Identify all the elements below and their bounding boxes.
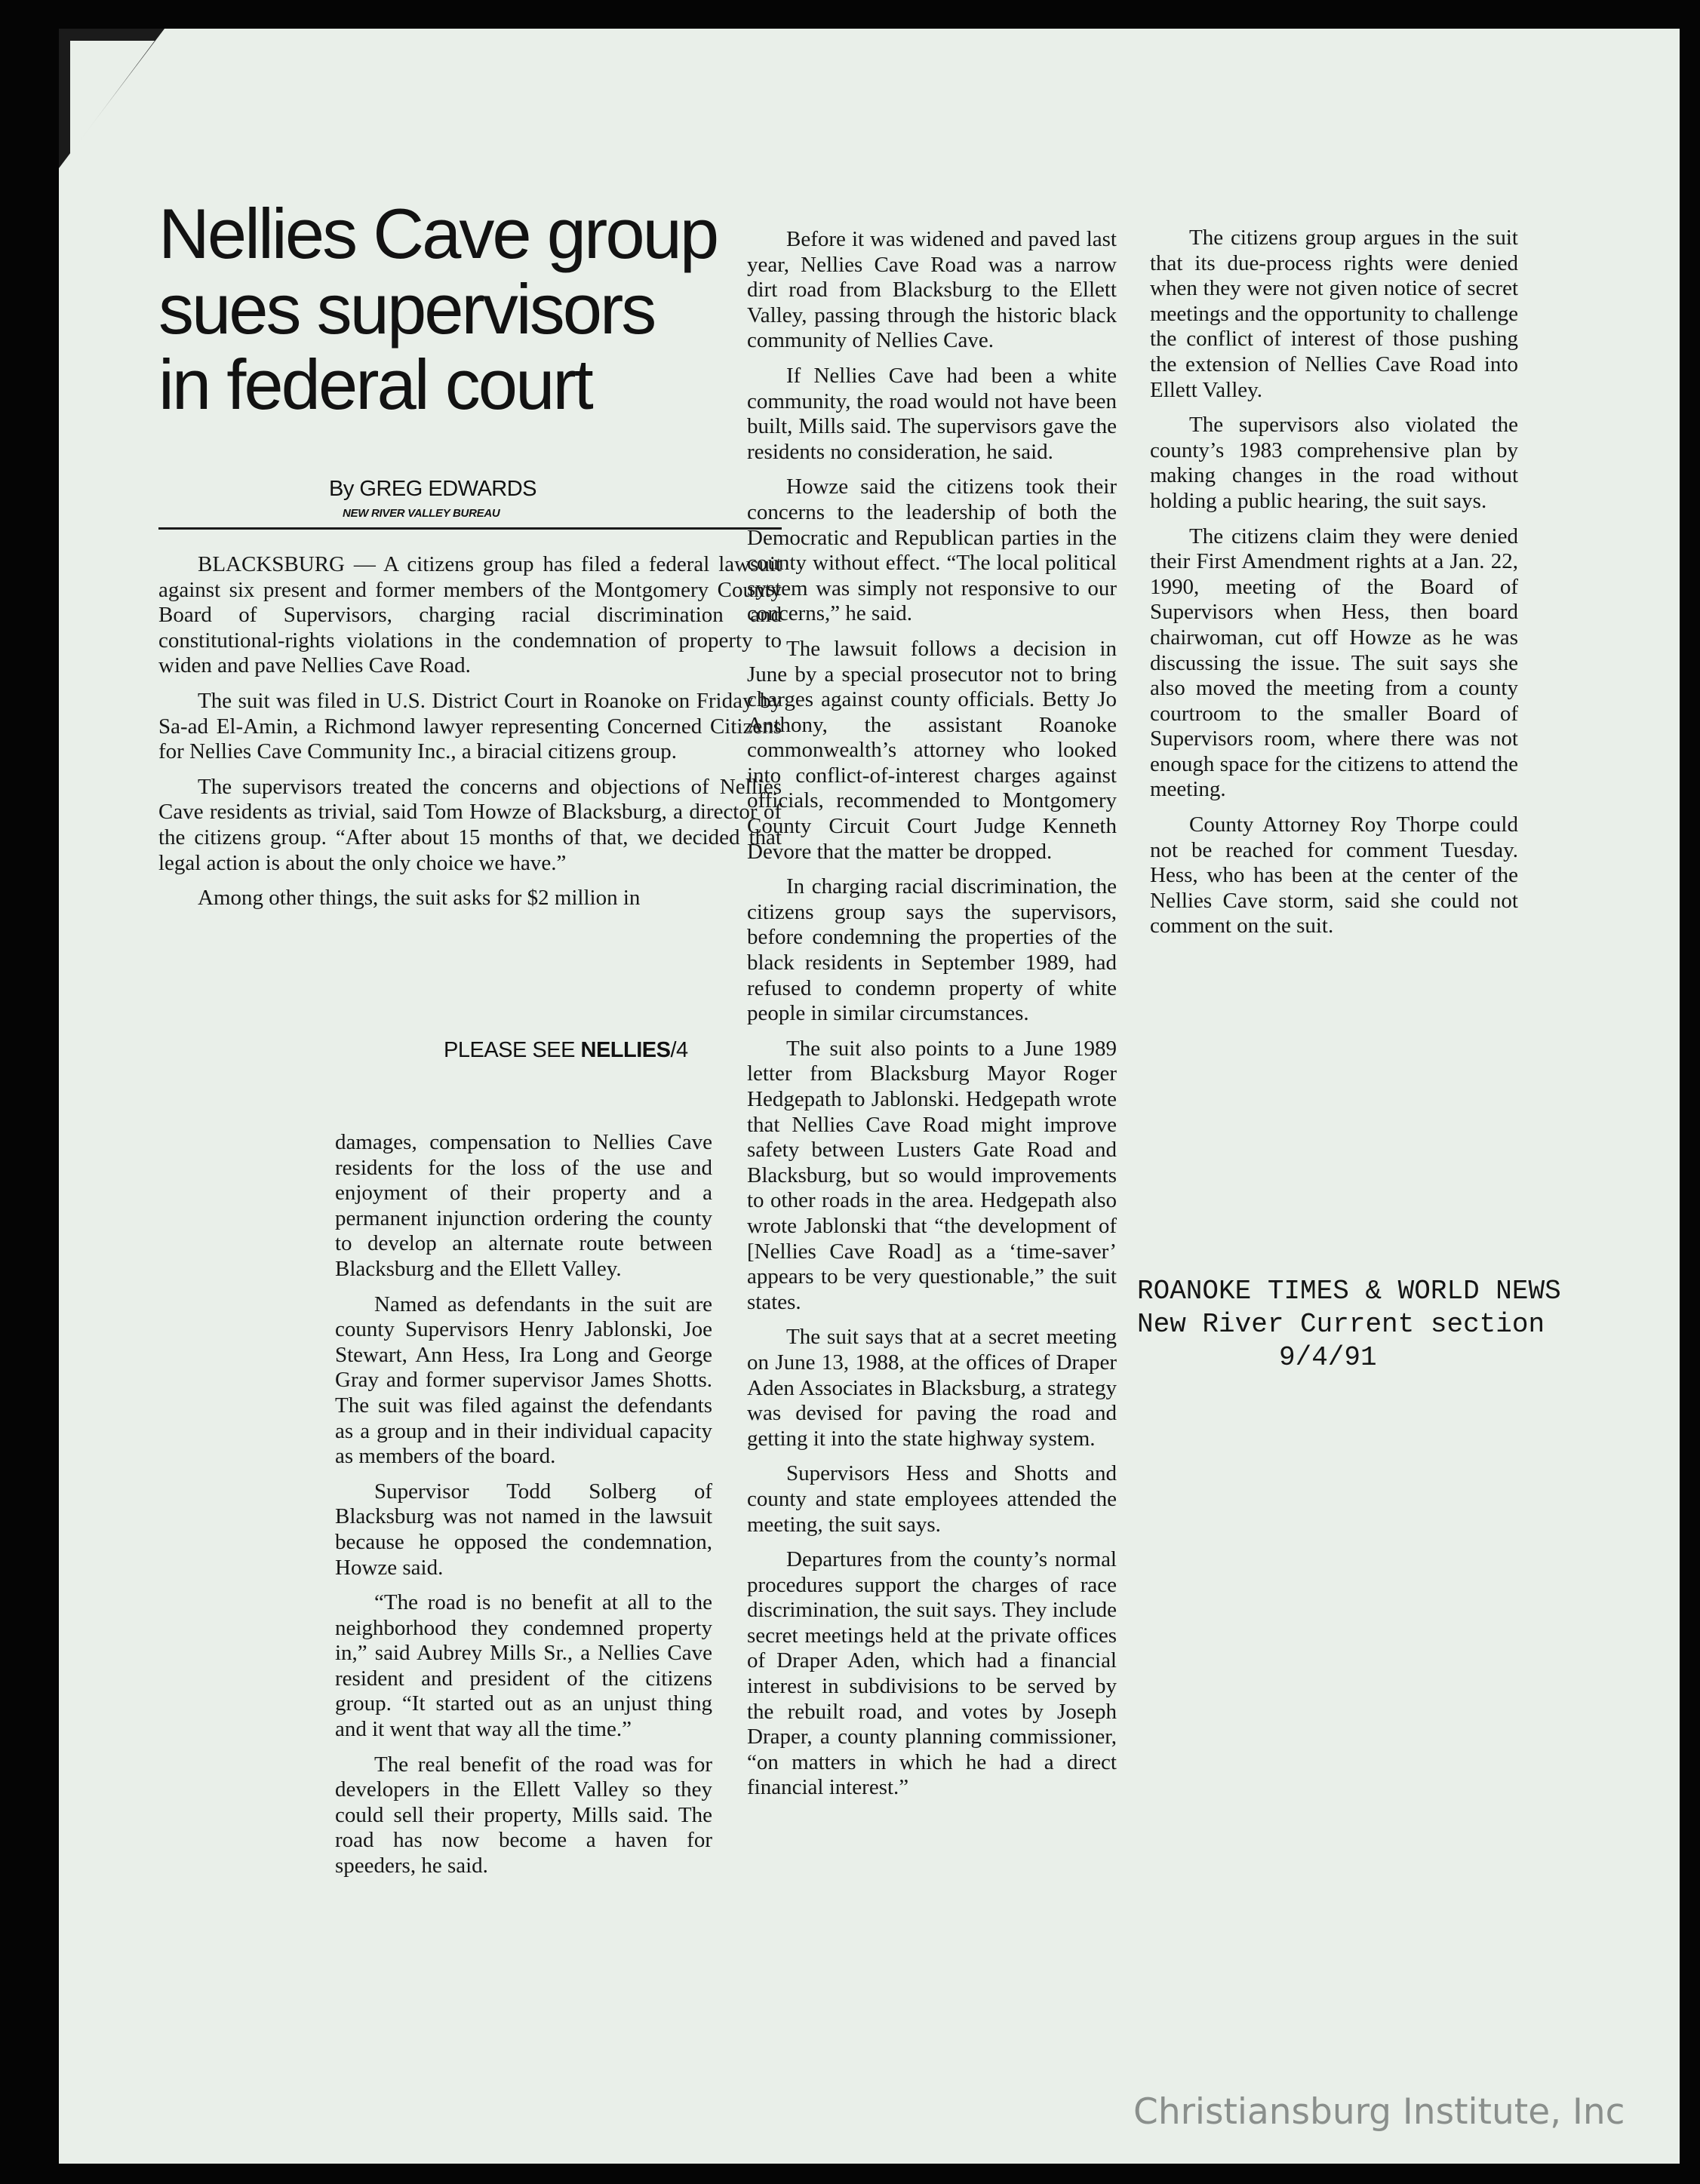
jump-page: /4	[670, 1038, 688, 1062]
folded-corner-inner	[70, 41, 155, 154]
source-publication: ROANOKE TIMES & WORLD NEWS	[1137, 1276, 1561, 1307]
paragraph: The suit was filed in U.S. District Court in Roanoke on Friday by Sa-ad El-Amin, a Richmond lawyer representing Concerned Citizens for Nellies Cave Community Inc., a biracial citizens group.	[158, 688, 782, 764]
paragraph: “The road is no benefit at all to the neighborhood they condemned property in,” said Aubrey Mills Sr., a Nellies Cave resident and president of the citizens group. “It started out as an unjust thing and it went that way all the time.”	[335, 1590, 712, 1742]
source-note	[1137, 1275, 1561, 1375]
lead-column	[158, 552, 782, 921]
newspaper-clipping	[59, 29, 1680, 2164]
paragraph: The citizens group argues in the suit that its due-process rights were denied when they were not given notice of secret meetings and the opportunity to challenge the conflict of interest of those pushing the extension of Nellies Cave Road into Ellett Valley.	[1150, 226, 1518, 402]
headline-line: in federal court	[158, 345, 592, 424]
middle-column	[747, 227, 1117, 1811]
paragraph: BLACKSBURG — A citizens group has filed a federal lawsuit against six present and former members of the Montgomery County Board of Supervisors, charging racial discrimination and constitutional-rights violations in the condemnation of property to widen and pave Nellies Cave Road.	[158, 552, 782, 678]
paragraph: County Attorney Roy Thorpe could not be reached for comment Tuesday. Hess, who has been at the center of the Nellies Cave storm, said she could not comment on the suit.	[1150, 812, 1518, 938]
jump-line	[444, 1038, 688, 1063]
paragraph: In charging racial discrimination, the citizens group says the supervisors, before condemning the properties of the black residents in September 1989, had refused to condemn property of white people in similar circumstances.	[747, 874, 1117, 1026]
paragraph: The real benefit of the road was for developers in the Ellett Valley so they could sell their property, Mills said. The road has now become a haven for speeders, he said.	[335, 1752, 712, 1878]
paragraph: Before it was widened and paved last year, Nellies Cave Road was a narrow dirt road from Blacksburg to the Ellett Valley, passing through the historic black community of Nellies Cave.	[747, 227, 1117, 353]
paragraph: Howze said the citizens took their concerns to the leadership of both the Democratic and Republican parties in the county without effect. “The local political system was simply not responsive to our concerns,” he said.	[747, 475, 1117, 626]
watermark: Christiansburg Institute, Inc	[1133, 2091, 1625, 2133]
paragraph: If Nellies Cave had been a white community, the road would not have been built, Mills said. The supervisors gave the residents no consideration, he said.	[747, 363, 1117, 464]
continued-column	[335, 1130, 712, 1889]
paragraph: The suit says that at a secret meeting on June 13, 1988, at the offices of Draper Aden Associates in Blacksburg, a strategy was devised for paving the road and getting it into the state highway system.	[747, 1325, 1117, 1451]
headline-line: sues supervisors	[158, 269, 655, 349]
paragraph: Supervisors Hess and Shotts and county and state employees attended the meeting, the suit says.	[747, 1461, 1117, 1537]
paragraph: damages, compensation to Nellies Cave residents for the loss of the use and enjoyment of their property and a permanent injunction ordering the county to develop an alternate route between Blacksburg and the Ellett Valley.	[335, 1130, 712, 1281]
source-section: New River Current section	[1137, 1309, 1545, 1340]
paragraph: Departures from the county’s normal procedures support the charges of race discrimination, the suit says. They include secret meetings held at the private offices of Draper Aden, which had a financial interest in subdivisions to be served by the rebuilt road, and votes by Joseph Draper, a county planning commissioner, “on matters in which he had a direct financial interest.”	[747, 1547, 1117, 1800]
paragraph: Named as defendants in the suit are county Supervisors Henry Jablonski, Joe Stewart, Ann Hess, Ira Long and George Gray and former supervisor James Shotts. The suit was filed against the defendants as a group and in their individual capacity as members of the board.	[335, 1292, 712, 1469]
right-column	[1150, 226, 1518, 949]
paragraph: The supervisors also violated the county’s 1983 comprehensive plan by making changes in the road without holding a public hearing, the suit says.	[1150, 413, 1518, 513]
byline-rule	[158, 527, 782, 530]
paragraph: The suit also points to a June 1989 letter from Blacksburg Mayor Roger Hedgepath to Jablonski. Hedgepath wrote that Nellies Cave Road might improve safety between Lusters Gate Road and Blacksburg, but so would improvements to other roads in the area. Hedgepath also wrote Jablonski that “the development of [Nellies Cave Road] as a ‘time-saver’ appears to be very questionable,” the suit states.	[747, 1036, 1117, 1314]
bureau-label: NEW RIVER VALLEY BUREAU	[343, 507, 500, 520]
paragraph: The citizens claim they were denied their First Amendment rights at a Jan. 22, 1990, meeting of the Board of Supervisors when Hess, then board chairwoman, cut off Howze as he was discussing the issue. The suit says she also moved the meeting from a county courtroom to the smaller Board of Supervisors room, where there was not enough space for the citizens to attend the meeting.	[1150, 524, 1518, 802]
headline-line: Nellies Cave group	[158, 194, 718, 273]
byline: By GREG EDWARDS	[329, 477, 537, 501]
source-date: 9/4/91	[1279, 1342, 1377, 1373]
paragraph: Supervisor Todd Solberg of Blacksburg was not named in the lawsuit because he opposed the condemnation, Howze said.	[335, 1479, 712, 1580]
headline	[158, 196, 762, 422]
jump-keyword: NELLIES	[580, 1038, 671, 1062]
jump-prefix: PLEASE SEE	[444, 1038, 581, 1062]
paragraph: Among other things, the suit asks for $2 million in	[198, 886, 641, 911]
paragraph: The supervisors treated the concerns and objections of Nellies Cave residents as trivial, said Tom Howze of Blacksburg, a director of the citizens group. “After about 15 months of that, we decided that legal action is about the only choice we have.”	[158, 774, 782, 875]
paragraph: The lawsuit follows a decision in June by a special prosecutor not to bring charges against county officials. Betty Jo Anthony, the assistant Roanoke commonwealth’s attorney who looked into conflict-of-interest charges against officials, recommended to Montgomery County Circuit Court Judge Kenneth Devore that the matter be dropped.	[747, 636, 1117, 864]
